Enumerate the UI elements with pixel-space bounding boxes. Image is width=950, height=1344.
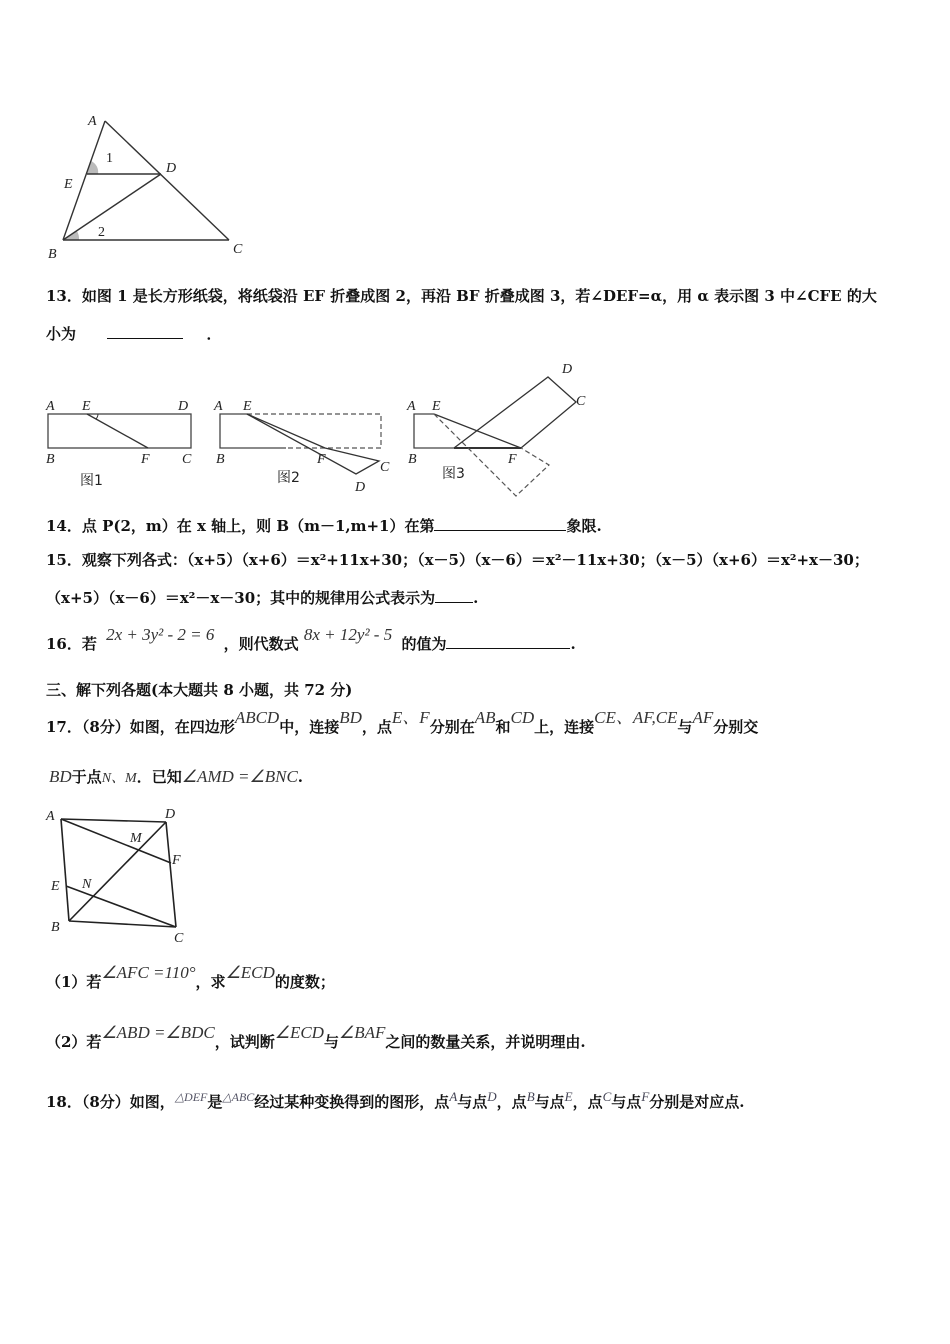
svg-text:F: F — [508, 452, 517, 467]
math-angle-ecd: ∠ECD — [225, 963, 275, 982]
question-17-line2 — [49, 767, 303, 789]
q18-text: 是 — [207, 1093, 223, 1111]
q17-text: ，试判断 — [214, 1033, 275, 1051]
q18-text: 与点 — [611, 1093, 642, 1111]
question-15-line2 — [46, 588, 478, 608]
figure-2 — [213, 399, 390, 495]
q17-text: 17．（8分）如图，在四边形 — [46, 718, 235, 736]
figure-3 — [406, 362, 586, 496]
svg-text:A: A — [46, 809, 55, 824]
q17-text: 的度数； — [274, 973, 335, 991]
q17-text: 之间的数量关系，并说明理由. — [385, 1033, 586, 1051]
question-17-part2 — [46, 1023, 586, 1052]
angle-1-label: 1 — [106, 151, 113, 166]
question-18 — [46, 1089, 745, 1113]
q17-text: 和 — [495, 718, 511, 736]
math-ef: E、F — [391, 708, 430, 727]
svg-text:B: B — [46, 452, 55, 467]
q17-text: 中，连接 — [279, 718, 340, 736]
svg-text:C: C — [174, 931, 184, 946]
label-e: E — [64, 177, 73, 192]
figure-1-caption: 图1 — [80, 473, 103, 489]
q18-text: ，点 — [496, 1093, 527, 1111]
period: . — [473, 589, 479, 607]
q17-text: 与 — [677, 718, 693, 736]
label-b: B — [48, 247, 57, 262]
svg-text:D: D — [562, 362, 573, 377]
quadrilateral-abcd-figure — [40, 800, 200, 950]
math-point-c: C — [602, 1089, 612, 1104]
svg-text:F: F — [141, 452, 150, 467]
folding-figures — [40, 355, 600, 500]
q17-text: 与 — [323, 1033, 339, 1051]
label-d: D — [166, 161, 177, 176]
math-angle-baf: ∠BAF — [338, 1023, 386, 1042]
svg-text:B: B — [216, 452, 225, 467]
q18-text: 18．（8分）如图， — [46, 1093, 175, 1111]
svg-text:A: A — [407, 399, 416, 414]
math-triangle-abc: △ABC — [222, 1090, 255, 1104]
svg-text:E: E — [243, 399, 252, 414]
svg-text:D: D — [355, 480, 366, 495]
question-16-number: 16．若 — [46, 635, 97, 653]
svg-text:D: D — [178, 399, 189, 414]
figure-3-caption: 图3 — [442, 466, 465, 482]
label-a: A — [88, 114, 97, 129]
svg-text:N: N — [82, 877, 92, 892]
question-14-suffix: 象限. — [566, 517, 602, 535]
question-16-suffix: 的值为 — [401, 635, 447, 653]
q17-text: 分别交 — [713, 718, 759, 736]
math-point-d: D — [487, 1089, 497, 1104]
expression-to-evaluate: 8x + 12y² - 5 — [303, 625, 393, 644]
math-bd: BD — [339, 708, 362, 727]
svg-text:B: B — [51, 920, 60, 935]
svg-text:C: C — [576, 394, 586, 409]
svg-text:A: A — [214, 399, 223, 414]
math-nm: N、M — [101, 771, 137, 786]
math-abcd: ABCD — [234, 708, 280, 727]
answer-blank-16[interactable] — [446, 634, 570, 649]
q17-text: ，点 — [361, 718, 392, 736]
figure-1 — [45, 399, 192, 489]
angle-2-label: 2 — [98, 225, 105, 240]
svg-text:E: E — [51, 879, 60, 894]
equation-given: 2x + 3y² - 2 = 6 — [106, 625, 215, 644]
q17-text: 上，连接 — [534, 718, 595, 736]
label-c: C — [233, 242, 243, 257]
question-14-text: 14．点 P(2，m）在 x 轴上，则 B（m－1,m+1）在第 — [46, 517, 435, 535]
math-cd: CD — [510, 708, 535, 727]
math-ce-af: CE、AF,CE — [594, 708, 678, 727]
q17-text: ，求 — [195, 973, 226, 991]
triangle-abc-figure — [40, 100, 260, 270]
section-3-heading: 三、解下列各题(本大题共 8 小题，共 72 分) — [46, 681, 353, 699]
q17-text: 于点 — [71, 768, 102, 786]
answer-blank-15[interactable] — [435, 588, 473, 603]
math-angle-equality: ∠ABD =∠BDC — [101, 1023, 215, 1042]
q18-text: ，点 — [572, 1093, 603, 1111]
q17-text: 分别在 — [429, 718, 475, 736]
math-point-e: E — [564, 1089, 573, 1104]
math-angle-equality: ∠AMD =∠BNC — [181, 767, 298, 786]
q18-text: 与点 — [457, 1093, 488, 1111]
math-point-a: A — [449, 1089, 458, 1104]
figure-2-caption: 图2 — [277, 470, 300, 486]
svg-text:E: E — [82, 399, 91, 414]
svg-text:E: E — [432, 399, 441, 414]
q18-text: 与点 — [534, 1093, 565, 1111]
question-17-line1 — [46, 708, 759, 737]
math-triangle-def: △DEF — [174, 1090, 208, 1104]
question-13-line2 — [46, 324, 222, 344]
question-16 — [46, 625, 576, 654]
question-15-line1: 15．观察下列各式：（x+5）（x+6）＝x²+11x+30；（x－5）（x－6）＝x²－11x+30；（x－5）（x+6）＝x²+x－30； — [46, 551, 869, 569]
svg-text:C: C — [380, 460, 390, 475]
q17-text: ．已知 — [136, 768, 182, 786]
question-15-text: （x+5）（x－6）＝x²－x－30；其中的规律用公式表示为 — [46, 589, 436, 607]
svg-text:F: F — [172, 853, 181, 868]
math-point-b: B — [526, 1089, 535, 1104]
question-17-part1 — [46, 963, 335, 992]
question-16-mid: ，则代数式 — [223, 635, 299, 653]
period: . — [297, 768, 304, 786]
q18-text: 分别是对应点. — [649, 1093, 745, 1111]
svg-text:F: F — [317, 452, 326, 467]
part-number: （2）若 — [46, 1033, 102, 1051]
answer-blank-13[interactable] — [107, 324, 183, 339]
math-af: AF — [692, 708, 714, 727]
answer-blank-14[interactable] — [434, 516, 566, 531]
svg-text:C: C — [182, 452, 192, 467]
question-14 — [46, 516, 602, 536]
math-angle-ecd: ∠ECD — [274, 1023, 324, 1042]
math-bd: BD — [49, 767, 72, 786]
question-13-text: 小为 — [46, 325, 77, 343]
math-ab: AB — [474, 708, 496, 727]
svg-text:B: B — [408, 452, 417, 467]
part-number: （1）若 — [46, 973, 102, 991]
math-point-f: F — [641, 1089, 650, 1104]
q18-text: 经过某种变换得到的图形，点 — [254, 1093, 450, 1111]
svg-text:M: M — [130, 831, 142, 846]
question-13-line1: 13．如图 1 是长方形纸袋，将纸袋沿 EF 折叠成图 2，再沿 BF 折叠成图 3，若∠DEF=α，用 α 表示图 3 中∠CFE 的大 — [46, 287, 877, 305]
svg-text:D: D — [165, 807, 176, 822]
math-angle-afc: ∠AFC =110° — [101, 963, 196, 982]
period: . — [570, 635, 576, 653]
period: ． — [206, 325, 222, 343]
svg-text:A: A — [46, 399, 55, 414]
